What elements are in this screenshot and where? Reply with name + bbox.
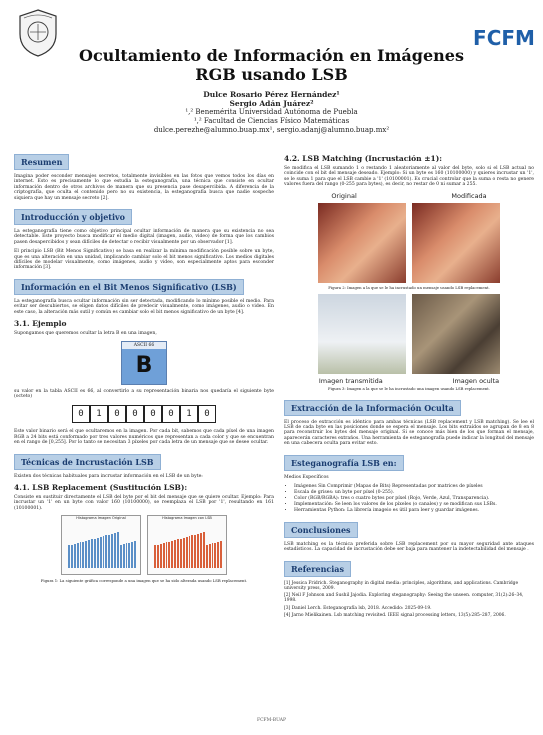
resumen-text: Imagina poder esconder mensajes secretos, totalmente invisibles en las fotos que vemos todos los días en internet. Esto es precisamente lo que estudia la esteganografía, una técnica que consiste en ocultar información dentro de otros archivos de manera que su presencia pase desapercibida. A diferencia de la criptografía, que oculta el contenido pero no su existencia, la esteganografía busca que nadie sospeche siquiera que hay un mensaje secreto [2]. bbox=[14, 174, 274, 201]
affiliation-1: ¹,² Benemérita Universidad Autónoma de Puebla bbox=[185, 108, 358, 116]
bit-cell: 0 bbox=[162, 405, 180, 423]
histogram-bar bbox=[168, 542, 170, 569]
binary-byte bbox=[14, 405, 274, 423]
histogram-bar bbox=[94, 539, 96, 569]
histogram-bar bbox=[100, 537, 102, 568]
bit-cell: 1 bbox=[180, 405, 198, 423]
ascii-letter-figure bbox=[121, 341, 167, 385]
cat-image bbox=[412, 294, 500, 374]
subsection-heading-ejemplo: 3.1. Ejemplo bbox=[14, 319, 67, 329]
histogram-bar bbox=[123, 544, 125, 568]
histogram-bar bbox=[91, 539, 93, 568]
tree-image bbox=[318, 294, 406, 374]
histogram-original-title: Histograma Imagen Original bbox=[76, 516, 126, 521]
histogram-bar bbox=[103, 536, 105, 568]
histogram-bar bbox=[186, 537, 188, 568]
histogram-bar bbox=[126, 543, 128, 568]
list-item: • Imágenes Sin Comprimir (Mapas de Bits) Representadas por matrices de píxeles bbox=[294, 484, 534, 490]
right-column bbox=[284, 150, 534, 620]
ejemplo-paragraph-1: Supongamos que queremos ocultar la letra B en una imagen, bbox=[14, 331, 157, 337]
lena-modified-image bbox=[412, 203, 500, 283]
histogram-bar bbox=[209, 544, 211, 568]
ascii-letter: B bbox=[135, 352, 153, 378]
subsection-heading-matching: 4.2. LSB Matching (Incrustación ±1): bbox=[284, 154, 443, 163]
histogram-bar bbox=[85, 541, 87, 568]
histogram-bar bbox=[191, 535, 193, 568]
histogram-bar bbox=[71, 545, 73, 569]
ejemplo-paragraph-3: Este valor binario será el que ocultaremos en la imagen. Por cada bit, sabemos que cada píxel de una imagen RGB a 24 bits está conformado por tres valores numéricos que representan a cada color y que se encuentran en el rango de [0,255]. Por lo tanto se necesitan 3 píxeles por cada letra de un mensaje que se desee ocultar. bbox=[14, 429, 274, 446]
university-seal-icon bbox=[16, 8, 60, 58]
lena-original-image bbox=[318, 203, 406, 283]
left-column bbox=[14, 150, 274, 588]
histogram-bar bbox=[114, 533, 116, 568]
section-heading-referencias: Referencias bbox=[284, 561, 351, 577]
reference-item: [2] Neil F Johnson and Sushil Jajodia. Exploring steganography: Seeing the unseen. computer, 31(2):26–34, 1998. bbox=[284, 593, 524, 604]
histogram-bar bbox=[77, 543, 79, 568]
page-footer: FCFM-BUAP bbox=[256, 718, 287, 723]
figure-3-labels bbox=[284, 377, 534, 385]
reference-item: [3] Daniel Lerch. Esteganografía lsb, 2018. Accedido: 2025-09-19. bbox=[284, 605, 432, 611]
bit-cell: 0 bbox=[144, 405, 162, 423]
subsection-heading-replacement: 4.1. LSB Replacement (Sustitución LSB): bbox=[14, 482, 188, 492]
histogram-bar bbox=[131, 542, 133, 568]
histogram-bar bbox=[171, 541, 173, 568]
tecnicas-text: Existen dos técnicas habituales para incrustar información en el LSB de un byte: bbox=[14, 473, 203, 479]
histogram-bar bbox=[200, 533, 202, 568]
faculty-logo-icon bbox=[473, 24, 535, 50]
author-1: Dulce Rosario Pérez Hernández¹ bbox=[203, 90, 340, 99]
matching-text: Se modifica el LSB sumando 1 o restando 1 aleatoriamente al valor del byte, solo si el LSB actual no coincide con el bit del mensaje deseado. Ejemplo: Si un byte es 160 (10100000) y quieres incrustar un '1', se le suma 1 para que el LSB cambie a '1' (10100001). Es crucial controlar que la suma o resta no genere valores fuera del rango (0-255 para bytes), es decir, no restar de 0 ni sumar a 255. bbox=[284, 166, 534, 188]
list-item: • Color (RGB/RGBA): tres o cuatro bytes por píxel (Rojo, Verde, Azul, Transparencia). bbox=[294, 496, 534, 502]
author-block bbox=[0, 90, 543, 135]
histogram-bar bbox=[194, 535, 196, 568]
histogram-bar bbox=[105, 535, 107, 568]
estego-list bbox=[284, 484, 534, 514]
bit-cell: 1 bbox=[90, 405, 108, 423]
histogram-bar bbox=[108, 535, 110, 568]
section-heading-intro: Introducción y objetivo bbox=[14, 209, 132, 225]
figure-2-images bbox=[284, 203, 534, 283]
section-heading-estego: Esteganografía LSB en: bbox=[284, 455, 404, 471]
estego-intro: Medios Específicos bbox=[284, 474, 329, 480]
list-item: • Escala de grises: un byte por píxel (0-255). bbox=[294, 490, 534, 496]
list-item: • Implementación: Se leen los valores de los píxeles (o canales) y se modifican sus LSBs. bbox=[294, 502, 534, 508]
section-heading-conclusiones: Conclusiones bbox=[284, 522, 358, 538]
histogram-bar bbox=[128, 543, 130, 568]
ejemplo-paragraph-2: su valor en la tabla ASCII es 66, al convertirlo a su representación binaria nos quedaría el siguiente byte (octeto) bbox=[14, 388, 274, 399]
poster-header bbox=[0, 0, 543, 135]
histogram-bar bbox=[111, 534, 113, 568]
histogram-bar bbox=[183, 538, 185, 568]
histogram-bar bbox=[74, 544, 76, 568]
faculty-logo-text: FCFM bbox=[473, 26, 535, 50]
histogram-bar bbox=[88, 540, 90, 568]
bit-cell: 0 bbox=[72, 405, 90, 423]
figure-2-labels bbox=[284, 192, 534, 200]
histogram-bar bbox=[97, 538, 99, 568]
section-heading-extraccion: Extracción de la Información Oculta bbox=[284, 400, 461, 416]
histogram-bar bbox=[174, 540, 176, 568]
histogram-bar bbox=[197, 534, 199, 568]
intro-paragraph-1: La esteganografía tiene como objetivo principal ocultar información de manera que su existencia no sea detectable. Este proyecto busca modificar el medio digital (imagen, audio, video) de forma que los cambios pasen desapercibidos y sean difíciles de detectar o recibir visualmente por un observador [1]. bbox=[14, 229, 274, 245]
affiliation-2: ¹,² Facultad de Ciencias Físico Matemáticas bbox=[193, 117, 350, 125]
hidden-image-label: Imagen oculta bbox=[452, 377, 500, 386]
histogram-bar bbox=[203, 532, 205, 568]
histogram-bar bbox=[189, 536, 191, 568]
bit-cell: 0 bbox=[126, 405, 144, 423]
histogram-bar bbox=[212, 543, 214, 568]
histogram-original bbox=[61, 515, 141, 575]
bit-cell: 0 bbox=[108, 405, 126, 423]
lsb-text: La esteganografía busca ocultar información sin ser detectada, modificando lo mínimo posible el medio. Para evitar ser descubiertos, se eligen datos difíciles de predecir visualmente, como imágenes, audio o video. En este caso, la alteración más sutil y común es cambiar solo el bit menos significativo de un byte [4]. bbox=[14, 298, 274, 315]
histogram-bar bbox=[220, 541, 222, 568]
histogram-lsb-title: Histograma Imagen con LSB bbox=[162, 516, 212, 521]
histogram-original-bars bbox=[68, 530, 136, 568]
author-2: Sergio Adán Juárez² bbox=[229, 99, 314, 108]
histogram-bar bbox=[80, 542, 82, 568]
histogram-bar bbox=[160, 544, 162, 568]
transmitted-image-label: Imagen transmitida bbox=[318, 377, 383, 386]
histogram-bar bbox=[68, 545, 70, 568]
intro-paragraph-2: El principio LSB (Bit Menos Significativo) se basa en realizar la mínima modificación posible sobre un byte, que es una alteración en una unidad, implicando cambiar solo el bit menos significativo. Los medios digitales difíciles de modelar visualmente, como imágenes, audio y video, son especialmente aptos para esconder información [3]. bbox=[14, 249, 274, 271]
section-heading-lsb: Información en el Bit Menos Significativo (LSB) bbox=[14, 279, 244, 295]
figure-1-caption: Figura 1: La siguiente gráfica corresponde a una imagen que se ha sido alterada usando LSB replacement. bbox=[40, 578, 248, 584]
figure-3-images bbox=[284, 294, 534, 374]
extraccion-text: El proceso de extracción es idéntico para ambas técnicas (LSB replacement y LSB matching). Se lee el LSB de cada byte en las posiciones donde se espera el mensaje. Los bits extraídos se agrupan de 8 en 8 para reconstruir los bytes del mensaje original. Si se conoce más bien de los que forman el mensaje, aparecerán caracteres extraños. Una herramienta de esteganografía puede indicar la longitud del mensaje en una cabecera oculta para evitar esto. bbox=[284, 419, 534, 447]
reference-item: [1] Jessica Fridrich. Steganography in digital media: principles, algorithms, and applications. Cambridge university press, 2009. bbox=[284, 580, 519, 592]
histogram-bar bbox=[134, 541, 136, 568]
ascii-header: ASCII 66 bbox=[122, 342, 166, 349]
figure-3-caption: Figura 3: Imagen a la que se le ha incrustado una imagen usando LSB replacement. bbox=[327, 386, 491, 392]
histogram-bar bbox=[82, 542, 84, 569]
image-original-title: Original bbox=[331, 191, 357, 200]
histogram-lsb-bars bbox=[154, 530, 222, 568]
section-heading-resumen: Resumen bbox=[14, 154, 69, 170]
figure-2-caption: Figura 2: Imagen a la que se le ha incrustado un mensaje usando LSB replacement. bbox=[328, 284, 490, 290]
replacement-text: Consiste en sustituir directamente el LSB del byte por el bit del mensaje que se quiere ocultar. Ejemplo: Para incrustar un '1' en un byte con valor 160 (10100000), se reemplaza el LSB por '1', resultando en 161 (10100001). bbox=[14, 494, 274, 511]
page-title: Ocultamiento de Información en Imágenes RGB usando LSB bbox=[79, 46, 464, 84]
histogram-bar bbox=[206, 545, 208, 568]
histogram-bar bbox=[120, 545, 122, 568]
conclusiones-text: LSB matching es la técnica preferida sobre LSB replacement por su mayor seguridad ante ataques estadísticos. La capacidad de incrustación debe ser baja para mantener la indetectabilidad del mensaje . bbox=[284, 542, 534, 553]
list-item: • Herramientas Python: La librería imageio es útil para leer y guardar imágenes. bbox=[294, 508, 534, 514]
histogram-bar bbox=[177, 539, 179, 568]
histogram-bar bbox=[166, 542, 168, 568]
histogram-figure bbox=[14, 515, 274, 575]
histogram-bar bbox=[157, 545, 159, 569]
histogram-bar bbox=[163, 543, 165, 568]
section-heading-tecnicas: Técnicas de Incrustación LSB bbox=[14, 454, 161, 470]
histogram-bar bbox=[217, 542, 219, 568]
author-emails: dulce.perezhe@alumno.buap.mx¹, sergio.adanj@alumno.buap.mx² bbox=[153, 126, 390, 134]
histogram-bar bbox=[214, 543, 216, 568]
histogram-bar bbox=[180, 539, 182, 569]
histogram-bar bbox=[154, 545, 156, 568]
reference-item: [4] Jarno Mielikainen. Lsb matching revisited. IEEE signal processing letters, 13(5):285–287, 2006. bbox=[284, 612, 506, 618]
image-modified-title: Modificada bbox=[451, 191, 487, 200]
bit-cell: 0 bbox=[198, 405, 216, 423]
histogram-bar bbox=[117, 532, 119, 568]
histogram-lsb bbox=[147, 515, 227, 575]
